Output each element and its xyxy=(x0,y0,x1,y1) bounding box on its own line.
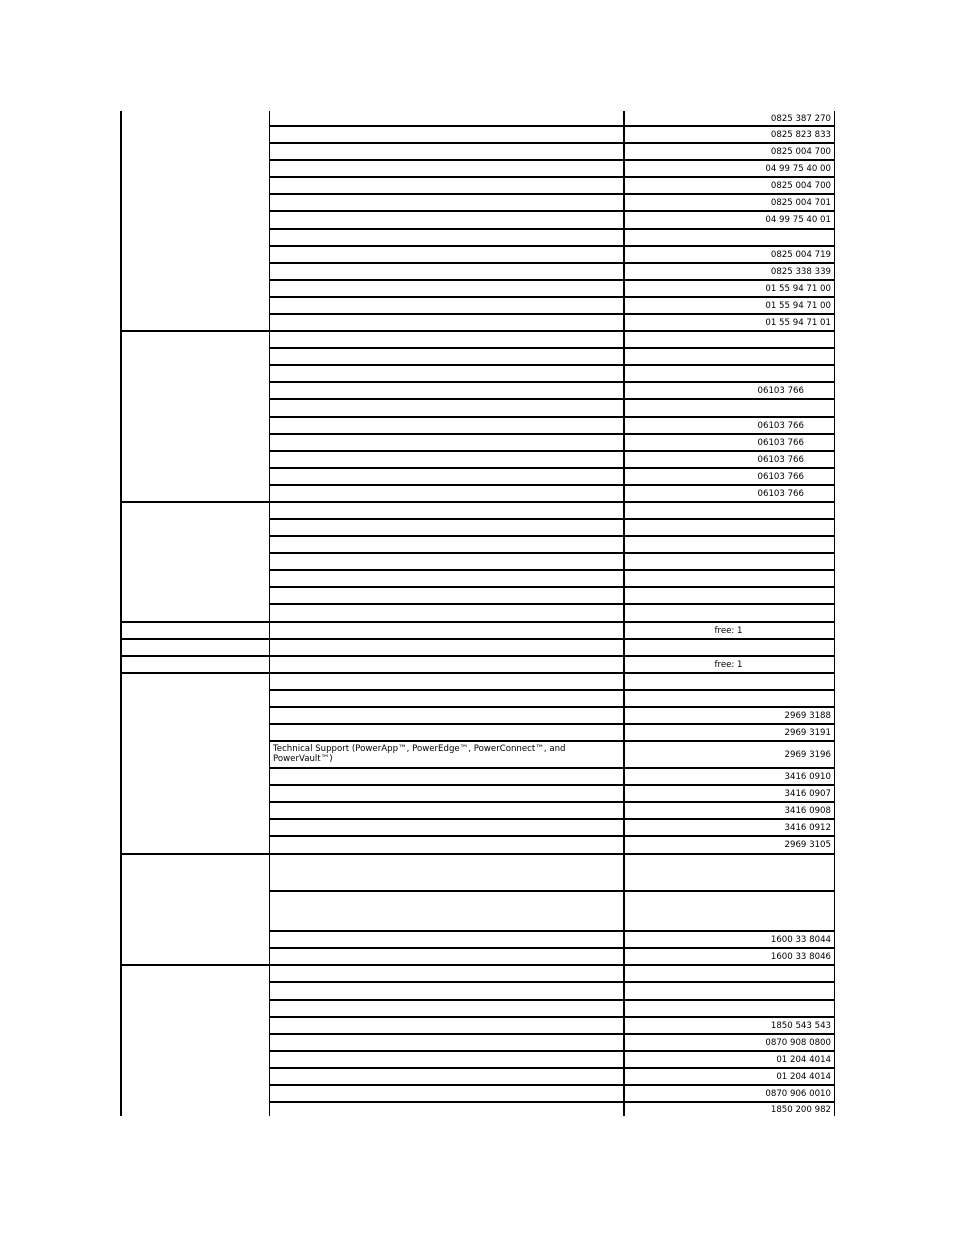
row-separator xyxy=(269,245,835,247)
row-separator xyxy=(269,1084,835,1086)
row-separator xyxy=(269,890,835,892)
phone-number: 2969 3105 xyxy=(784,840,831,850)
row-separator xyxy=(269,228,835,230)
row-separator xyxy=(269,347,835,349)
row-separator xyxy=(269,981,835,983)
row-separator xyxy=(269,467,835,469)
row-separator xyxy=(269,1033,835,1035)
row-separator xyxy=(269,723,835,725)
phone-number: 0825 004 700 xyxy=(770,181,831,191)
row-separator xyxy=(269,947,835,949)
phone-number: 1600 33 8044 xyxy=(770,935,831,945)
row-separator xyxy=(269,416,835,418)
row-separator xyxy=(120,638,835,640)
row-separator xyxy=(269,1101,835,1103)
row-separator xyxy=(269,193,835,195)
row-separator xyxy=(269,784,835,786)
row-separator xyxy=(269,125,835,127)
row-separator xyxy=(269,569,835,571)
row-separator xyxy=(269,689,835,691)
row-separator xyxy=(269,450,835,452)
row-separator xyxy=(269,364,835,366)
row-separator xyxy=(269,1016,835,1018)
phone-number: 04 99 75 40 01 xyxy=(765,215,831,225)
row-separator xyxy=(269,999,835,1001)
phone-number: 0825 387 270 xyxy=(770,114,831,124)
phone-number: 3416 0912 xyxy=(784,823,831,833)
row-separator xyxy=(269,296,835,298)
phone-number: 0825 004 719 xyxy=(770,250,831,260)
row-separator xyxy=(269,1050,835,1052)
phone-number: 0870 908 0800 xyxy=(765,1038,831,1048)
phone-number: 0825 338 339 xyxy=(770,267,831,277)
row-separator xyxy=(269,801,835,803)
row-separator xyxy=(269,159,835,161)
phone-number: 06103 766 xyxy=(757,455,804,465)
phone-number: 01 55 94 71 00 xyxy=(765,301,831,311)
row-separator xyxy=(269,1067,835,1069)
row-separator xyxy=(269,930,835,932)
phone-number: 0825 823 833 xyxy=(770,130,831,140)
phone-number: 2969 3196 xyxy=(784,750,831,760)
row-separator xyxy=(269,142,835,144)
phone-number: 3416 0907 xyxy=(784,789,831,799)
row-separator xyxy=(269,586,835,588)
row-separator xyxy=(269,740,835,742)
row-separator xyxy=(269,381,835,383)
row-separator xyxy=(269,552,835,554)
row-separator xyxy=(269,484,835,486)
phone-number: 04 99 75 40 00 xyxy=(765,164,831,174)
row-separator xyxy=(269,279,835,281)
phone-number: 2969 3191 xyxy=(784,728,831,738)
row-separator xyxy=(269,518,835,520)
row-separator xyxy=(269,433,835,435)
row-separator xyxy=(120,655,835,657)
row-separator xyxy=(120,621,835,623)
row-separator xyxy=(120,501,835,503)
row-separator xyxy=(269,706,835,708)
row-separator xyxy=(269,818,835,820)
toll-free-number: free: 1 xyxy=(714,626,743,636)
phone-number: 1850 200 982 xyxy=(770,1105,831,1115)
row-description: Technical Support (PowerApp™, PowerEdge™, PowerConnect™, and PowerVault™) xyxy=(273,744,566,764)
row-separator xyxy=(269,210,835,212)
phone-number: 06103 766 xyxy=(757,472,804,482)
phone-number: 0825 004 701 xyxy=(770,198,831,208)
phone-number: 06103 766 xyxy=(757,489,804,499)
row-separator xyxy=(120,330,835,332)
phone-number: 06103 766 xyxy=(757,386,804,396)
row-separator xyxy=(120,964,835,966)
phone-number: 01 55 94 71 00 xyxy=(765,284,831,294)
phone-number: 06103 766 xyxy=(757,438,804,448)
row-separator xyxy=(269,313,835,315)
phone-number: 06103 766 xyxy=(757,421,804,431)
row-separator xyxy=(269,176,835,178)
phone-number: 01 204 4014 xyxy=(776,1055,831,1065)
row-separator xyxy=(120,853,835,855)
phone-number: 3416 0908 xyxy=(784,806,831,816)
phone-number: 0825 004 700 xyxy=(770,147,831,157)
phone-number: 1850 543 543 xyxy=(770,1021,831,1031)
row-separator xyxy=(120,672,835,674)
phone-number: 3416 0910 xyxy=(784,772,831,782)
row-separator xyxy=(269,398,835,400)
row-separator xyxy=(269,535,835,537)
phone-number: 0870 906 0010 xyxy=(765,1089,831,1099)
phone-number: 2969 3188 xyxy=(784,711,831,721)
row-separator xyxy=(269,835,835,837)
row-separator xyxy=(269,603,835,605)
row-separator xyxy=(269,262,835,264)
toll-free-number: free: 1 xyxy=(714,660,743,670)
phone-number: 01 55 94 71 01 xyxy=(765,318,831,328)
phone-number: 01 204 4014 xyxy=(776,1072,831,1082)
phone-number: 1600 33 8046 xyxy=(770,952,831,962)
row-separator xyxy=(269,767,835,769)
